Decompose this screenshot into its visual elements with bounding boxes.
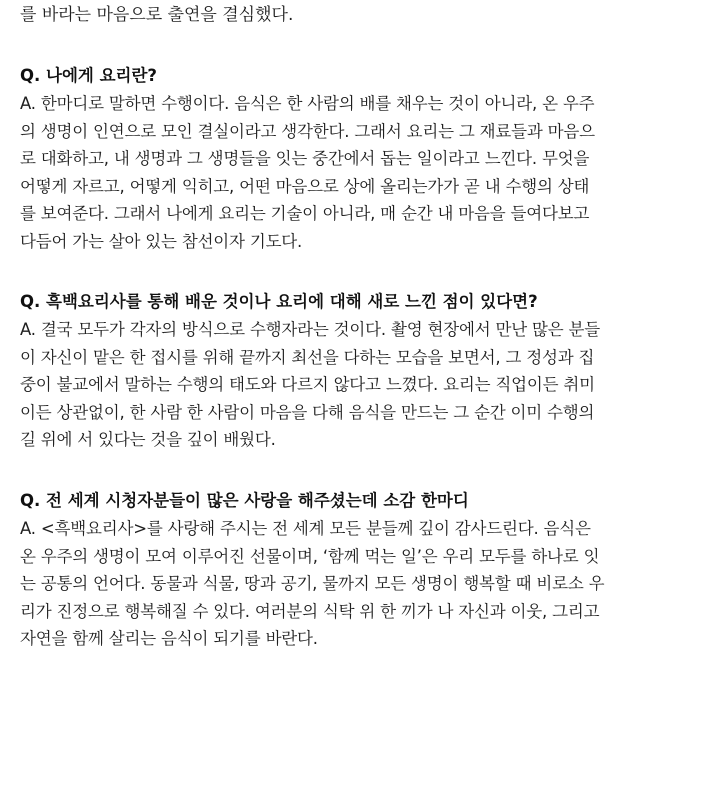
qa-block-lessons-learned (20, 288, 684, 454)
answer-line: 로 대화하고, 내 생명과 그 생명들을 잇는 중간에서 돕는 일이라고 느낀다. 무엇을 (20, 149, 590, 168)
question-heading: Q. 흑백요리사를 통해 배운 것이나 요리에 대해 새로 느낀 점이 있다면? (20, 292, 538, 311)
answer-line: 중이 불교에서 말하는 수행의 태도와 다르지 않다고 느꼈다. 요리는 직업이든 취미 (20, 375, 595, 394)
answer-line: 이든 상관없이, 한 사람 한 사람이 마음을 다해 음식을 만드는 그 순간 이미 수행의 (20, 402, 595, 422)
answer-paragraph (20, 90, 684, 255)
answer-line: 이 자신이 맡은 한 접시를 위해 끝까지 최선을 다하는 모습을 보면서, 그 정성과 집 (20, 347, 595, 367)
answer-line: 길 위에 서 있다는 것을 깊이 배웠다. (20, 430, 276, 449)
answer-line: A. 결국 모두가 각자의 방식으로 수행자라는 것이다. 촬영 현장에서 만난 많은 분들 (20, 320, 601, 339)
answer-paragraph (20, 515, 684, 653)
answer-line: 의 생명이 인연으로 모인 결실이라고 생각한다. 그래서 요리는 그 재료들과 마음으 (20, 121, 595, 141)
answer-line: 를 보여준다. 그래서 나에게 요리는 기술이 아니라, 매 순간 내 마음을 들여다보고 (20, 204, 590, 223)
answer-line: A. <흑백요리사>를 사랑해 주시는 전 세계 모든 분들께 깊이 감사드린다. 음식은 (20, 519, 591, 538)
answer-line: 어떻게 자르고, 어떻게 익히고, 어떤 마음으로 상에 올리는가가 곧 내 수행의 상태 (20, 176, 590, 196)
qa-block-cooking-meaning (20, 62, 684, 255)
question-heading: Q. 나에게 요리란? (20, 66, 157, 85)
answer-line: 온 우주의 생명이 모여 이루어진 선물이며, ‘함께 먹는 일’은 우리 모두를 하나로 잇 (20, 546, 600, 566)
answer-line: 다듬어 가는 살아 있는 참선이자 기도다. (20, 231, 303, 251)
qa-block-viewer-thanks (20, 487, 684, 653)
answer-paragraph (20, 316, 684, 454)
answer-line: A. 한마디로 말하면 수행이다. 음식은 한 사람의 배를 채우는 것이 아니라, 온 우주 (20, 94, 595, 113)
intro-line: 를 바라는 마음으로 출연을 결심했다. (20, 5, 294, 25)
answer-line: 리가 진정으로 행복해질 수 있다. 여러분의 식탁 위 한 끼가 나 자신과 이웃, 그리고 (20, 601, 600, 621)
answer-line: 자연을 함께 살리는 음식이 되기를 바란다. (20, 629, 318, 648)
question-heading: Q. 전 세계 시청자분들이 많은 사랑을 해주셨는데 소감 한마디 (20, 491, 469, 510)
answer-line: 는 공통의 언어다. 동물과 식물, 땅과 공기, 물까지 모든 생명이 행복할 때 비로소 우 (20, 574, 605, 593)
